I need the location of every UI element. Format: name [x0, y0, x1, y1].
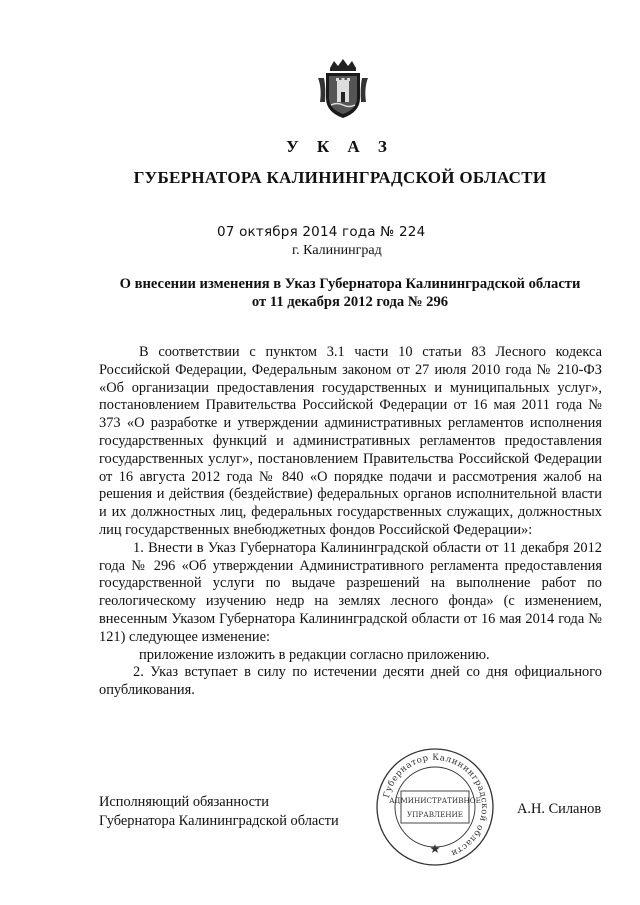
- stamp-ring-text: Губернатор Калининградской области: [381, 752, 490, 859]
- stamp-center-line-1: АДМИНИСТРАТИВНОЕ: [389, 796, 481, 805]
- preamble-paragraph: В соответствии с пунктом 3.1 части 10 статьи 83 Лесного кодекса Российской Федерации, Федеральным законом от 27 июля 2010 года № 210-ФЗ «Об организации предоставления государственных и муниципальных услуг», постановлением Правительства Российской Федерации от 16 мая 2011 года № 373 «О разработке и утверждении административных регламентов исполнения государственных функций и административных регламентов предоставления государственных услуг», постановлением Правительства Российской Федерации от 16 августа 2012 года № 840 «О порядке подачи и рассмотрения жалоб на решения и действия (бездействие) федеральных органов исполнительной власти и их должностных лиц, федеральных государственных служащих, должностных лиц государственных внебюджетных фондов Российской Федерации»:: [99, 344, 602, 538]
- item-1-change-paragraph: приложение изложить в редакции согласно приложению.: [139, 646, 490, 663]
- document-body: [99, 344, 602, 700]
- signer-position-line-1: Исполняющий обязанности: [99, 794, 270, 810]
- stamp-center-line-2: УПРАВЛЕНИЕ: [406, 810, 464, 819]
- document-type-title: У К А З: [286, 137, 394, 156]
- signer-position: [99, 793, 339, 831]
- date-and-number: 07 октября 2014 года № 224: [217, 224, 426, 240]
- signer-position-line-2: Губернатора Калининградской области: [99, 813, 339, 829]
- stamp-star-icon: [430, 844, 440, 853]
- document-subject: [100, 275, 600, 311]
- subject-line-1: О внесении изменения в Указ Губернатора Калининградской области: [119, 276, 581, 292]
- subject-line-2: от 11 декабря 2012 года № 296: [251, 294, 449, 310]
- item-1-paragraph: 1. Внести в Указ Губернатора Калининградской области от 11 декабря 2012 года № 296 «Об утверждении Административного регламента предоставления государственной услуги по выдаче разрешений на выполнение работ по геологическому изучению недр на землях лесного фонда» (с изменением, внесенным Указом Губернатора Калининградской области от 16 мая 2014 года № 121) следующее изменение:: [99, 539, 602, 645]
- issuing-authority: ГУБЕРНАТОРА КАЛИНИНГРАДСКОЙ ОБЛАСТИ: [133, 168, 547, 187]
- signer-name: А.Н. Силанов: [517, 801, 602, 817]
- official-stamp: [373, 745, 497, 869]
- coat-of-arms-icon: [316, 58, 370, 120]
- city: г. Калининград: [292, 243, 382, 258]
- item-2-paragraph: 2. Указ вступает в силу по истечении десяти дней со дня официального опубликования.: [99, 664, 602, 699]
